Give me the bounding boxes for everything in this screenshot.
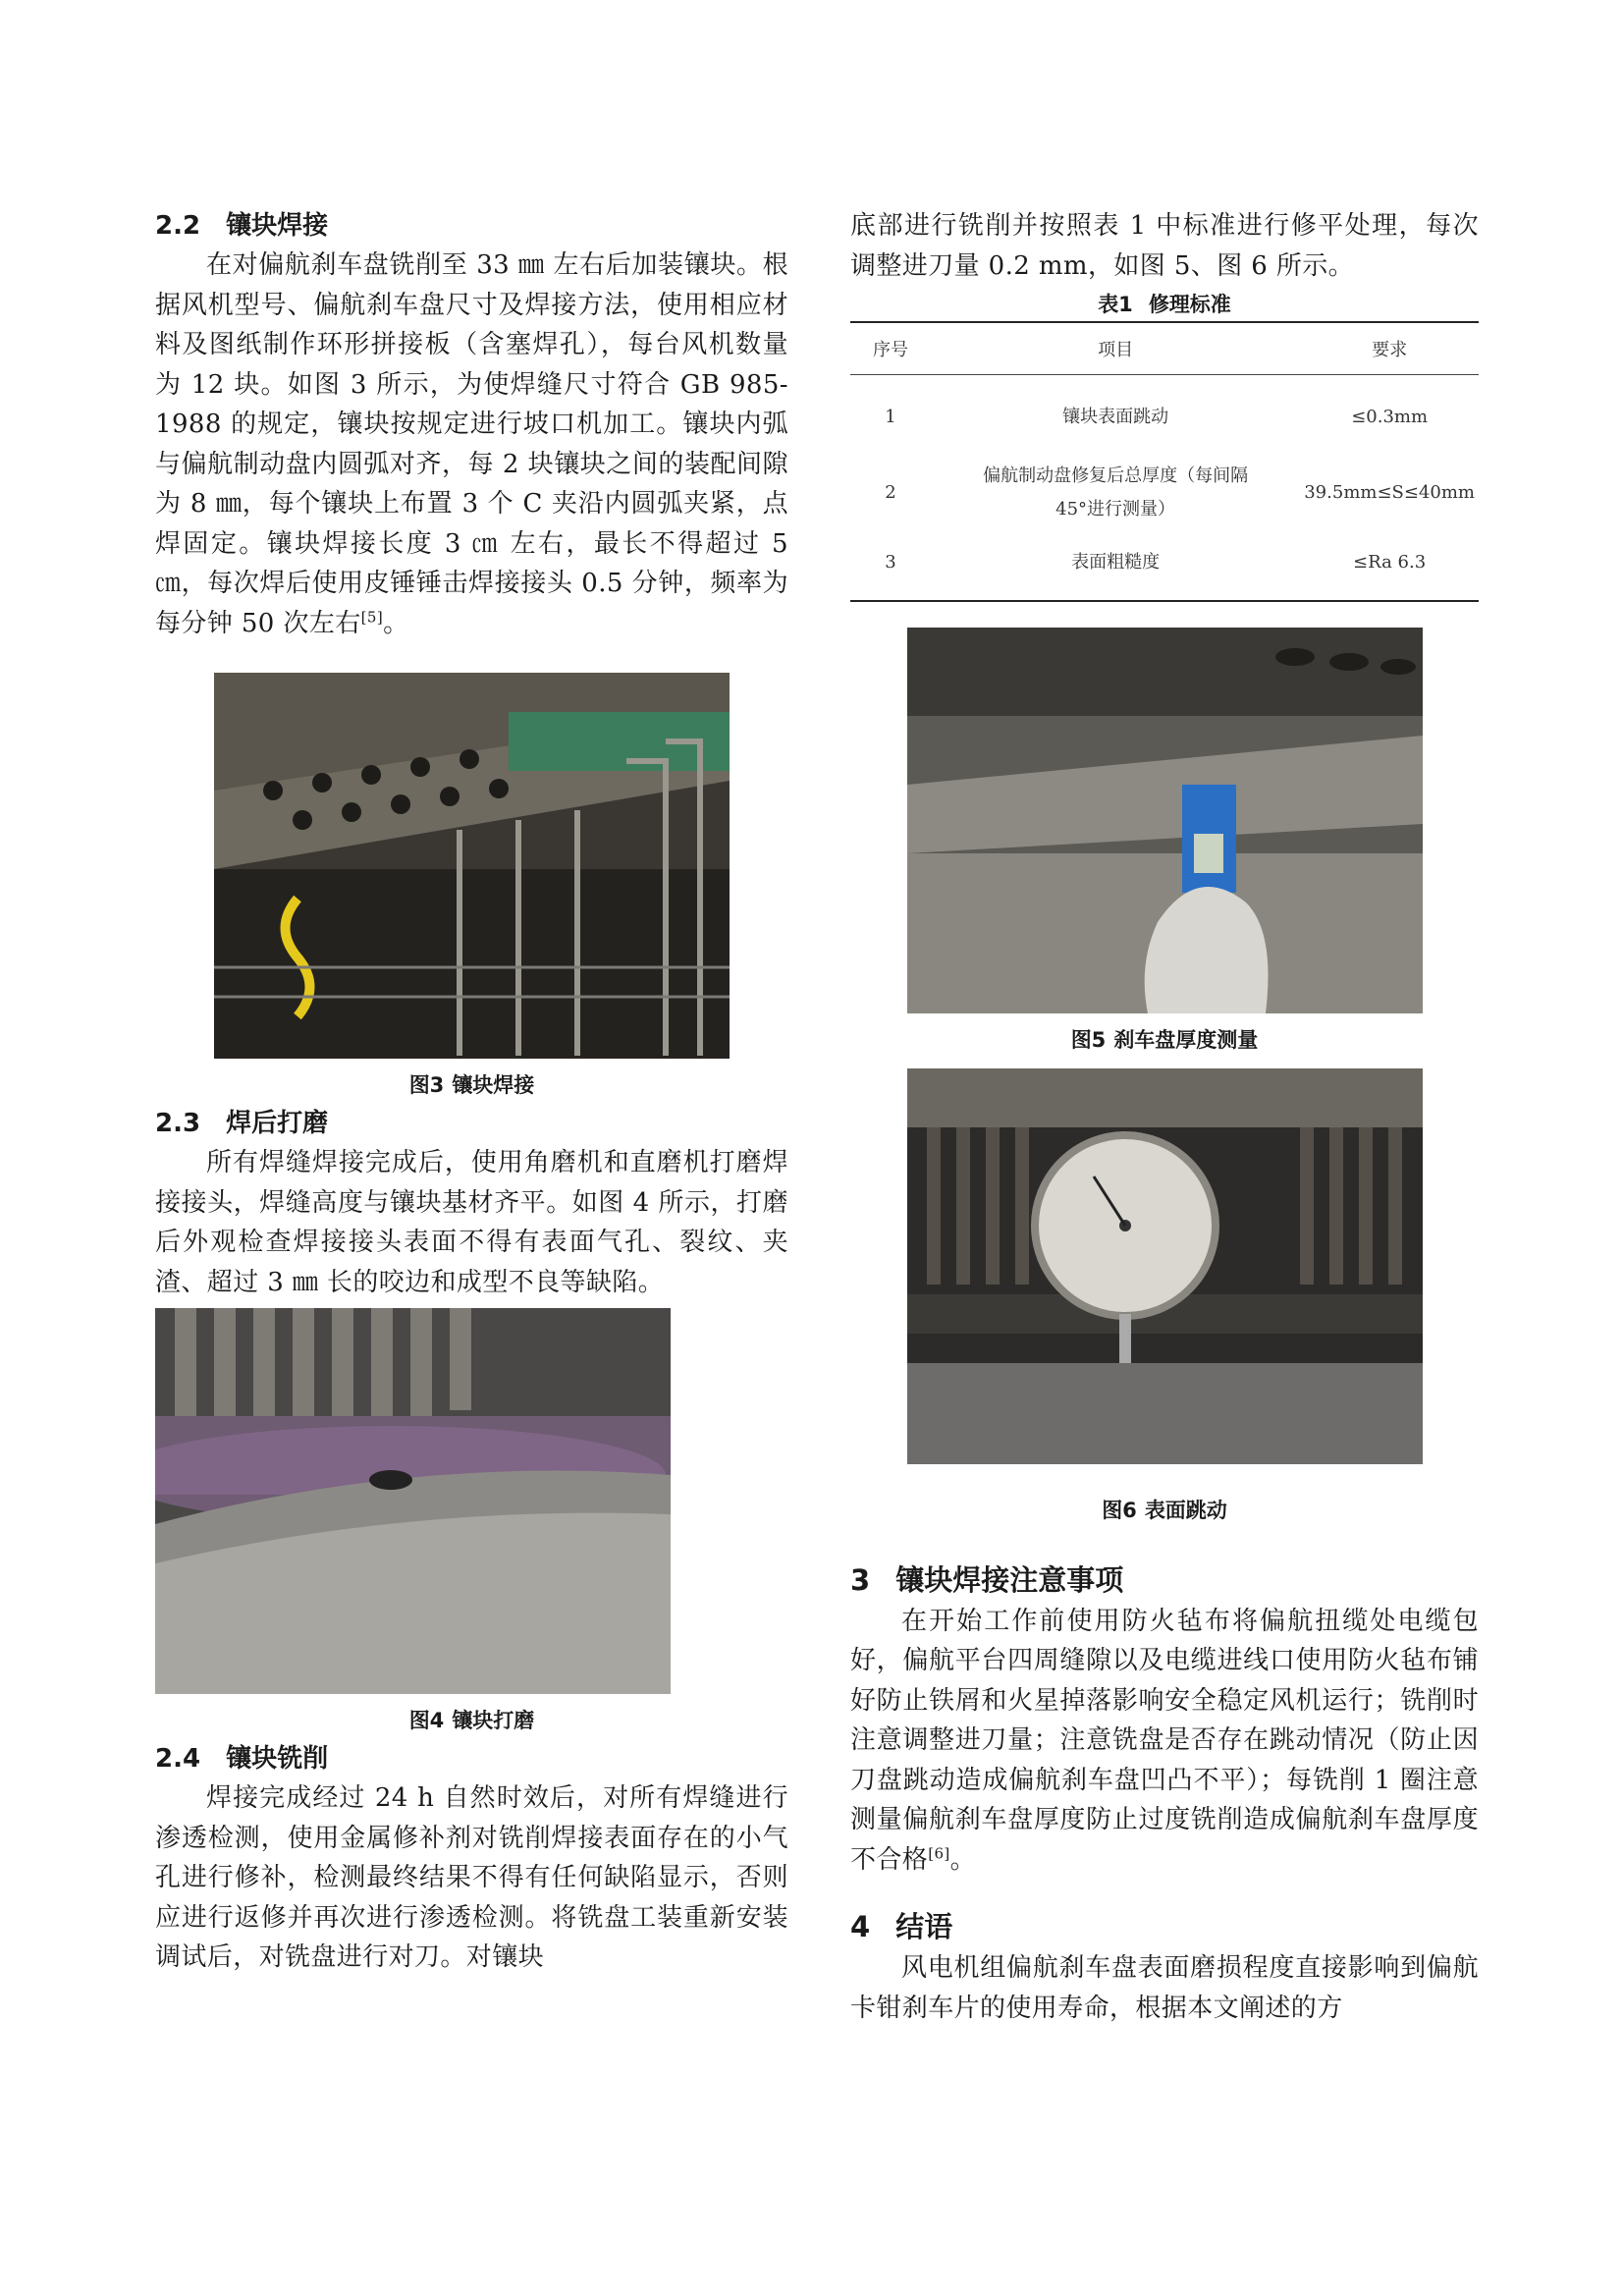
paragraph-text: 在开始工作前使用防火毡布将偏航扭缆处电缆包好，偏航平台四周缝隙以及电缆进线口使用防火毡布铺好防止铁屑和火星掉落影响安全稳定风机运行；铣削时注意调整进刀量；注意铣盘是否存在跳动情况（防止因刀盘跳动造成偏航刹车盘凹凸不平）；每铣削 1 圈注意测量偏航刹车盘厚度防止过度铣削造成偏航刹车盘厚度不合格 [850,1606,1479,1875]
paragraph-3 [850,1602,1479,1881]
table-caption-text: 修理标准 [1148,293,1231,316]
column-header: 要求 [1300,322,1479,375]
section-title: 镶块铣削 [226,1744,329,1774]
table-cell-requirement: 39.5mm≤S≤40mm [1304,481,1475,503]
section-title: 镶块焊接注意事项 [895,1562,1124,1597]
table-cell-no: 3 [850,526,931,601]
figure-5-caption [850,1025,1479,1055]
section-title: 结语 [895,1910,953,1943]
figure-4-photo [155,1308,671,1694]
table-cell-item: 镶块表面跳动 [1062,406,1169,427]
table-cell-item: 表面粗糙度 [931,526,1300,601]
table-cell-requirement: ≤Ra 6.3 [1300,526,1479,601]
section-number: 4 [850,1910,871,1943]
table-cell-item: 偏航制动盘修复后总厚度（每间隔 45°进行测量） [983,465,1249,519]
section-number: 2.4 [155,1744,201,1774]
citation-ref: [6] [928,1843,950,1862]
section-heading-3 [850,1558,1479,1602]
figure-4-caption [155,1706,788,1735]
left-column [155,206,788,1978]
table-1-title [850,290,1479,319]
section-heading-2-4 [155,1739,788,1778]
figure-number: 图6 [1102,1498,1137,1522]
figure-6 [850,1068,1479,1525]
table-row [850,460,1479,526]
paragraph-2-2 [155,246,788,643]
figure-3-photo [214,673,730,1059]
citation-ref: [5] [360,607,384,626]
column-header: 序号 [850,322,931,375]
paragraph-2-4: 焊接完成经过 24 h 自然时效后，对所有焊缝进行渗透检测，使用金属修补剂对铣削焊接表面存在的小气孔进行修补，检测最终结果不得有任何缺陷显示，否则应进行返修并再次进行渗透检测。将铣盘工装重新安装调试后，对铣盘进行对刀。对镶块 [155,1783,788,1972]
figure-caption-text: 镶块打磨 [452,1709,535,1732]
figure-6-photo [907,1068,1423,1464]
section-title: 镶块焊接 [226,211,329,241]
table-cell-no: 2 [885,481,896,503]
figure-number: 图4 [408,1709,445,1732]
section-number: 2.3 [155,1109,201,1138]
figure-number: 图3 [408,1073,445,1097]
figure-number: 图5 [1070,1027,1107,1052]
paragraph-2-3: 所有焊缝焊接完成后，使用角磨机和直磨机打磨焊接接头，焊缝高度与镶块基材齐平。如图 4 所示，打磨后外观检查焊接接头表面不得有表面气孔、裂纹、夹渣、超过 3 ㎜ 长的咬边和成型不良等缺陷。 [155,1148,788,1297]
paragraph-continued: 底部进行铣削并按照表 1 中标准进行修平处理，每次调整进刀量 0.2 mm，如图 5、图 6 所示。 [850,211,1479,281]
figure-3 [155,673,788,1100]
figure-5-photo [907,628,1423,1013]
table-cell-requirement: ≤0.3mm [1351,406,1429,427]
runout-dial-photo [907,1068,1423,1464]
figure-caption-text: 镶块焊接 [452,1073,535,1097]
figure-3-caption [155,1070,788,1100]
section-heading-4 [850,1905,1479,1948]
paragraph-end: 。 [949,1844,977,1875]
grinding-photo [155,1308,671,1694]
section-title: 焊后打磨 [226,1109,329,1138]
repair-standard-table [850,321,1479,602]
section-number: 3 [850,1562,871,1597]
section-heading-2-3 [155,1104,788,1143]
table-cell-no: 1 [885,406,896,427]
welding-photo [214,673,730,1059]
figure-caption-text: 刹车盘厚度测量 [1113,1027,1259,1052]
table-number: 表1 [1098,293,1133,316]
table-header-row [850,322,1479,375]
paragraph-4: 风电机组偏航刹车盘表面磨损程度直接影响到偏航卡钳刹车片的使用寿命，根据本文阐述的方 [850,1953,1479,2023]
figure-5 [850,628,1479,1055]
column-header: 项目 [931,322,1300,375]
table-row [850,375,1479,460]
section-number: 2.2 [155,211,201,241]
section-heading-2-2 [155,206,788,246]
thickness-measurement-photo [907,628,1423,1013]
figure-4 [155,1308,788,1735]
figure-caption-text: 表面跳动 [1144,1498,1227,1522]
table-row [850,526,1479,601]
figure-6-caption [850,1496,1479,1525]
paragraph-end: 。 [383,608,409,638]
paragraph-text: 在对偏航刹车盘铣削至 33 ㎜ 左右后加装镶块。根据风机型号、偏航刹车盘尺寸及焊接方法，使用相应材料及图纸制作环形拼接板（含塞焊孔），每台风机数量为 12 块。如图 3 所示，为使焊缝尺寸符合 GB 985-1988 的规定，镶块按规定进行坡口机加工。镶块内弧与偏航制动盘内圆弧对齐，每 2 块镶块之间的装配间隙为 8 ㎜，每个镶块上布置 3 个 C 夹沿内圆弧夹紧，点焊固定。镶块焊接长度 3 ㎝ 左右，最长不得超过 5 ㎝，每次焊后使用皮锤锤击焊接接头 0.5 分钟，频率为每分钟 50 次左右 [155,250,788,638]
right-column [850,206,1479,2028]
